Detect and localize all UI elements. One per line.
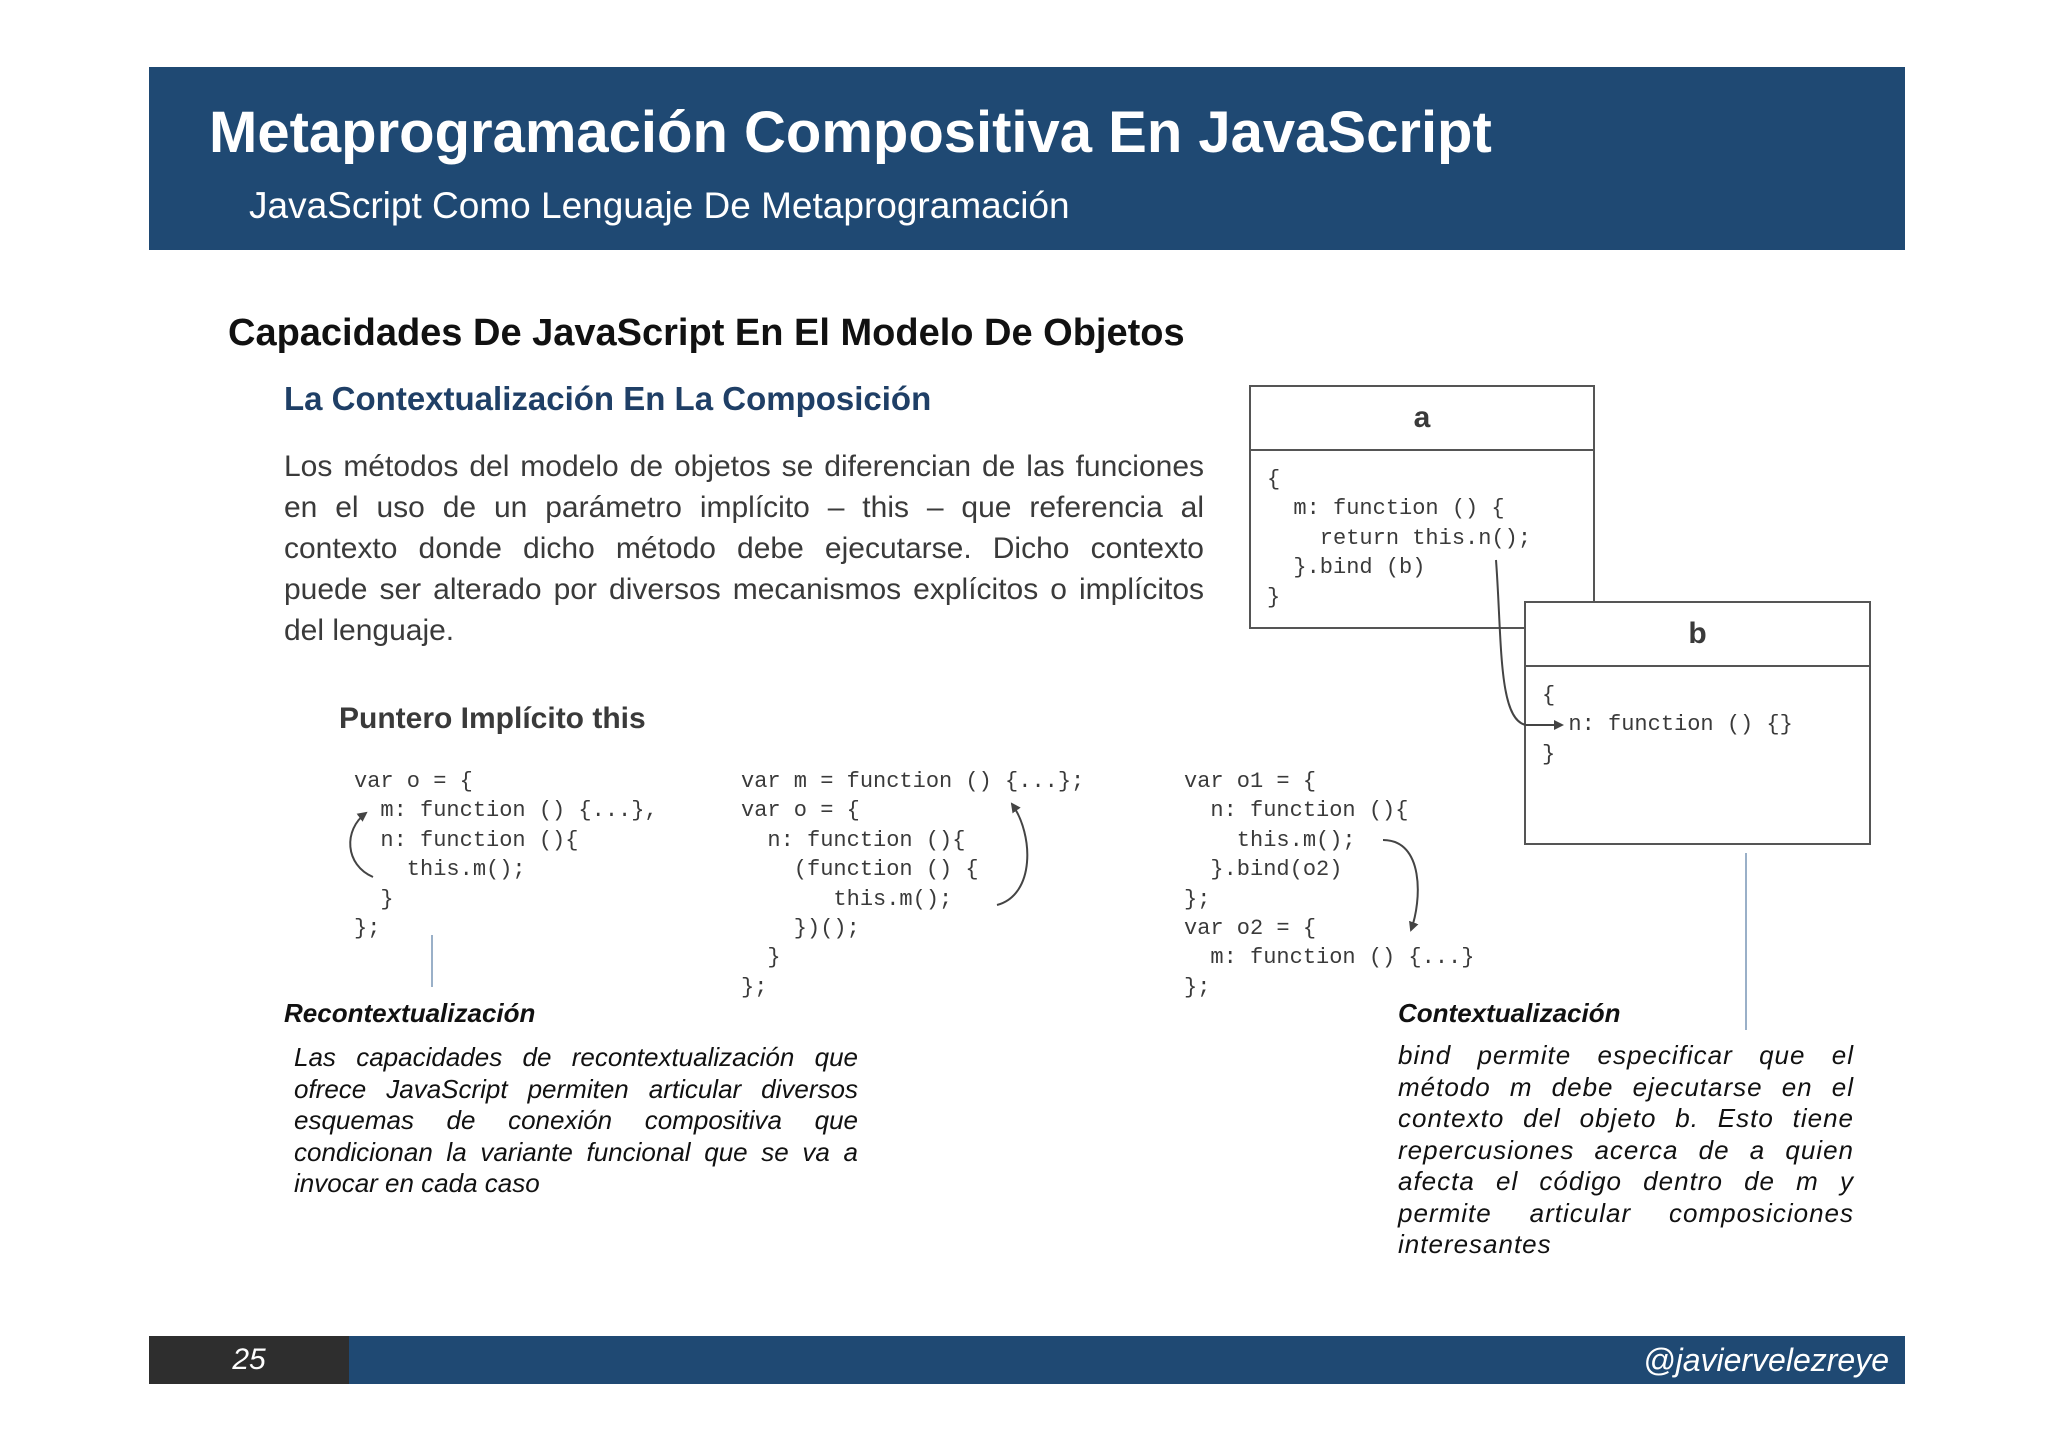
code-line: return this.n(); (1267, 525, 1532, 551)
code-line: this.m(); (354, 857, 526, 883)
code-line: n: function (){ (1184, 798, 1409, 824)
code-example-2 (741, 767, 1084, 1002)
code-line: }; (354, 915, 381, 941)
code-line: this.m(); (1184, 827, 1356, 853)
code-line: }; (1184, 974, 1211, 1000)
object-box-a-code (1267, 465, 1531, 612)
code-line: var o = { (741, 798, 860, 824)
code-line: n: function (){ (354, 827, 579, 853)
code-line: }.bind (b) (1267, 555, 1426, 581)
code-example-3 (1184, 767, 1474, 1002)
footer-bar (149, 1336, 1905, 1384)
object-box-b-title: b (1526, 603, 1869, 667)
intro-paragraph: Los métodos del modelo de objetos se diferencian de las funciones en el uso de un parámetro implícito – this – que referencia al contexto donde dicho método debe ejecutarse. Dicho contexto puede ser alterado por diversos mecanismos explícitos o implícitos del lenguaje. (284, 450, 1204, 647)
code-line: }.bind(o2) (1184, 857, 1343, 883)
code-line: var m = function () {...}; (741, 769, 1085, 794)
code-example-1 (354, 767, 658, 943)
code-line: m: function () {...} (1184, 945, 1475, 971)
object-box-a (1249, 385, 1595, 629)
object-box-b (1524, 601, 1871, 845)
subsection-heading: La Contextualización En La Composición (284, 380, 932, 417)
code-line: }; (1184, 886, 1211, 912)
code-line: (function () { (741, 857, 979, 883)
page-number: 25 (149, 1336, 349, 1384)
code-line: { (1267, 467, 1281, 492)
code-line: var o = { (354, 769, 473, 794)
section-heading: Capacidades De JavaScript En El Modelo De Objetos (228, 312, 1185, 354)
code-line: } (741, 945, 781, 971)
code-line: this.m(); (741, 886, 953, 912)
code-line: } (354, 886, 394, 912)
code-line: n: function () {} (1542, 712, 1793, 738)
code-line: var o1 = { (1184, 769, 1317, 794)
code-line: m: function () { (1267, 496, 1505, 522)
code-line: m: function () {...}, (354, 798, 658, 824)
header-banner (149, 67, 1905, 250)
code-line: var o2 = { (1184, 915, 1317, 941)
author-handle: @javiervelezreye (1643, 1342, 1889, 1378)
slide-title: Metaprogramación Compositiva En JavaScript (209, 100, 1492, 165)
puntero-heading: Puntero Implícito this (339, 702, 646, 735)
code-line: n: function (){ (741, 827, 966, 853)
code-line: } (1542, 741, 1556, 767)
slide-subtitle: JavaScript Como Lenguaje De Metaprogramación (249, 185, 1070, 226)
object-box-a-title: a (1251, 387, 1593, 451)
context-note-title: Contextualización (1398, 998, 1621, 1028)
code-line: }; (741, 974, 768, 1000)
context-note-text: bind permite especificar que el método m debe ejecutarse en el contexto del objeto b. Esto tiene repercusiones acerca de a quien afecta el código dentro de m y permite articular composiciones interesantes (1398, 1040, 1854, 1259)
code-line: { (1542, 683, 1556, 708)
recontext-note-text: Las capacidades de recontextualización que ofrece JavaScript permiten articular diversos esquemas de conexión compositiva que condicionan la variante funcional que se va a invocar en cada caso (294, 1042, 858, 1198)
recontext-note-title: Recontextualización (284, 998, 536, 1028)
object-box-b-code (1542, 681, 1793, 769)
code-line: } (1267, 584, 1281, 610)
code-line: })(); (741, 915, 860, 941)
